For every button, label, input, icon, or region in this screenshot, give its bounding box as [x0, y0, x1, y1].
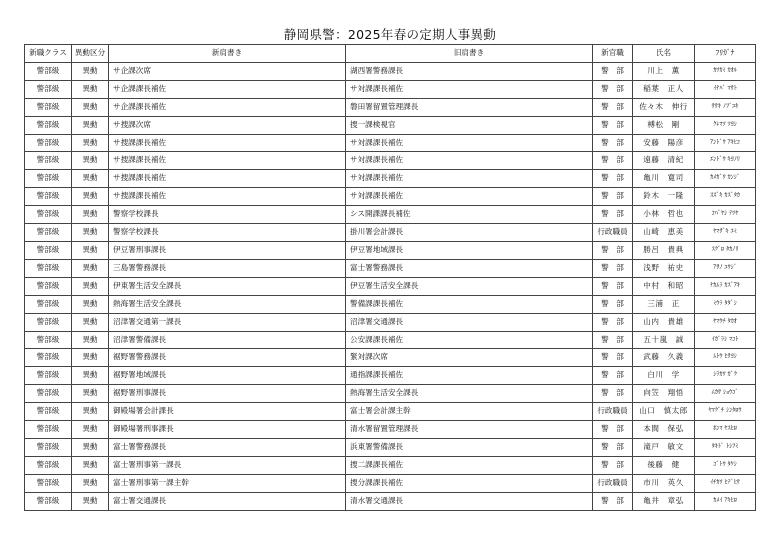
- table-row: [25, 492, 756, 510]
- old-title-cell: シス開課課長補佐: [346, 206, 593, 224]
- table-row: [25, 313, 756, 331]
- table-row: [25, 277, 756, 295]
- transfer-type-cell: 異動: [72, 152, 109, 170]
- rank-cell: 警部級: [25, 367, 72, 385]
- old-title-cell: 掛川署会計課長: [346, 224, 593, 242]
- name-cell: 亀井 章弘: [633, 492, 695, 510]
- furigana-cell: ﾔﾏｸﾞﾁ ｼﾝﾀﾛｳ: [695, 403, 756, 421]
- rank-cell: 警部級: [25, 259, 72, 277]
- furigana-cell: ｶﾜｶﾐ ｶｵﾙ: [695, 62, 756, 80]
- rank-cell: 警部級: [25, 206, 72, 224]
- furigana-cell: ｲｶﾞﾗｼ ﾏｺﾄ: [695, 331, 756, 349]
- old-title-cell: 熱海署生活安全課長: [346, 385, 593, 403]
- table-row: [25, 474, 756, 492]
- new-rank-cell: 警 部: [593, 241, 633, 259]
- new-title-cell: サ捜課課長補佐: [109, 134, 346, 152]
- furigana-cell: ﾑｶｻ ｼｮｳｺﾞ: [695, 385, 756, 403]
- name-cell: 武藤 久義: [633, 349, 695, 367]
- old-title-cell: 伊豆署生活安全課長: [346, 277, 593, 295]
- table-row: [25, 152, 756, 170]
- table-row: [25, 241, 756, 259]
- furigana-cell: ｶﾒｲ ｱｷﾋﾛ: [695, 492, 756, 510]
- new-title-cell: サ捜課次席: [109, 116, 346, 134]
- page-title: 静岡県警：2025年春の定期人事異動: [283, 27, 497, 42]
- transfer-type-cell: 異動: [72, 385, 109, 403]
- transfer-type-cell: 異動: [72, 331, 109, 349]
- new-rank-cell: 行政職員: [593, 474, 633, 492]
- new-rank-cell: 警 部: [593, 367, 633, 385]
- new-rank-cell: 行政職員: [593, 403, 633, 421]
- name-cell: 白川 学: [633, 367, 695, 385]
- table-row: [25, 80, 756, 98]
- table-row: [25, 456, 756, 474]
- rank-cell: 警部級: [25, 62, 72, 80]
- rank-cell: 警部級: [25, 134, 72, 152]
- new-title-cell: 富士署刑事第一課主幹: [109, 474, 346, 492]
- old-title-cell: 捜一課検視官: [346, 116, 593, 134]
- transfer-type-cell: 異動: [72, 474, 109, 492]
- rank-cell: 警部級: [25, 170, 72, 188]
- old-title-cell: サ対課課長補佐: [346, 188, 593, 206]
- table-row: [25, 385, 756, 403]
- transfer-type-cell: 異動: [72, 295, 109, 313]
- furigana-cell: ｺﾊﾞﾔｼ ﾃﾂﾔ: [695, 206, 756, 224]
- new-rank-cell: 警 部: [593, 331, 633, 349]
- table-row: [25, 134, 756, 152]
- furigana-cell: ｽｸﾞﾛ ﾀｶﾉﾘ: [695, 241, 756, 259]
- name-cell: 山口 慎太郎: [633, 403, 695, 421]
- personnel-table: [24, 44, 756, 511]
- rank-cell: 警部級: [25, 403, 72, 421]
- transfer-type-cell: 異動: [72, 170, 109, 188]
- new-title-cell: 裾野署刑事課長: [109, 385, 346, 403]
- name-cell: 滝戸 敏文: [633, 438, 695, 456]
- name-cell: 遠藤 清紀: [633, 152, 695, 170]
- furigana-cell: ﾎﾝﾏ ﾔｽﾋﾛ: [695, 421, 756, 439]
- rank-cell: 警部級: [25, 492, 72, 510]
- table-row: [25, 98, 756, 116]
- furigana-cell: ｱｻﾉ ﾕｳｼﾞ: [695, 259, 756, 277]
- transfer-type-cell: 異動: [72, 224, 109, 242]
- rank-cell: 警部級: [25, 331, 72, 349]
- transfer-type-cell: 異動: [72, 403, 109, 421]
- table-row: [25, 206, 756, 224]
- name-cell: 榑松 剛: [633, 116, 695, 134]
- column-header: 新職クラス: [25, 45, 72, 63]
- old-title-cell: サ対課課長補佐: [346, 152, 593, 170]
- name-cell: 向笠 翔悟: [633, 385, 695, 403]
- table-row: [25, 349, 756, 367]
- old-title-cell: 通指課課長補佐: [346, 367, 593, 385]
- new-title-cell: 伊東署生活安全課長: [109, 277, 346, 295]
- furigana-cell: ｶﾒｶﾞﾜ ｶﾝｼﾞ: [695, 170, 756, 188]
- new-title-cell: サ捜課課長補佐: [109, 170, 346, 188]
- table-row: [25, 331, 756, 349]
- column-header: 氏名: [633, 45, 695, 63]
- transfer-type-cell: 異動: [72, 62, 109, 80]
- table-row: [25, 438, 756, 456]
- table-row: [25, 116, 756, 134]
- new-rank-cell: 警 部: [593, 98, 633, 116]
- table-row: [25, 295, 756, 313]
- name-cell: 市川 英久: [633, 474, 695, 492]
- rank-cell: 警部級: [25, 241, 72, 259]
- name-cell: 小林 哲也: [633, 206, 695, 224]
- furigana-cell: ｼﾗｶﾜ ｶﾞｸ: [695, 367, 756, 385]
- new-rank-cell: 警 部: [593, 188, 633, 206]
- table-header-row: [25, 45, 756, 63]
- furigana-cell: ｺﾞﾄｳ ﾀｹｼ: [695, 456, 756, 474]
- table-row: [25, 367, 756, 385]
- furigana-cell: ｲﾅﾊﾞ ﾏｻﾄ: [695, 80, 756, 98]
- old-title-cell: 浜東署警備課長: [346, 438, 593, 456]
- rank-cell: 警部級: [25, 349, 72, 367]
- new-rank-cell: 警 部: [593, 277, 633, 295]
- furigana-cell: ｻｻｷ ﾉﾌﾞﾕｷ: [695, 98, 756, 116]
- new-rank-cell: 警 部: [593, 295, 633, 313]
- new-title-cell: サ企課次席: [109, 62, 346, 80]
- new-rank-cell: 警 部: [593, 80, 633, 98]
- new-title-cell: 裾野署警務課長: [109, 349, 346, 367]
- name-cell: 亀川 寛司: [633, 170, 695, 188]
- old-title-cell: 清水署交通課長: [346, 492, 593, 510]
- column-header: 異動区分: [72, 45, 109, 63]
- new-rank-cell: 警 部: [593, 170, 633, 188]
- old-title-cell: 伊豆署地域課長: [346, 241, 593, 259]
- new-title-cell: サ捜課課長補佐: [109, 152, 346, 170]
- new-title-cell: 三島署警務課長: [109, 259, 346, 277]
- table-row: [25, 170, 756, 188]
- new-rank-cell: 警 部: [593, 438, 633, 456]
- name-cell: 鈴木 一隆: [633, 188, 695, 206]
- name-cell: 山内 貴雄: [633, 313, 695, 331]
- transfer-type-cell: 異動: [72, 367, 109, 385]
- rank-cell: 警部級: [25, 188, 72, 206]
- rank-cell: 警部級: [25, 152, 72, 170]
- transfer-type-cell: 異動: [72, 349, 109, 367]
- old-title-cell: 緊対課次席: [346, 349, 593, 367]
- name-cell: 後藤 健: [633, 456, 695, 474]
- old-title-cell: 清水署留置管理課長: [346, 421, 593, 439]
- new-title-cell: 熱海署生活安全課長: [109, 295, 346, 313]
- transfer-type-cell: 異動: [72, 313, 109, 331]
- transfer-type-cell: 異動: [72, 456, 109, 474]
- table-row: [25, 62, 756, 80]
- new-title-cell: 御殿場署会計課長: [109, 403, 346, 421]
- column-header: 新官職: [593, 45, 633, 63]
- old-title-cell: 沼津署交通課長: [346, 313, 593, 331]
- old-title-cell: 公安課課長補佐: [346, 331, 593, 349]
- old-title-cell: 警備課課長補佐: [346, 295, 593, 313]
- name-cell: 三浦 正: [633, 295, 695, 313]
- transfer-type-cell: 異動: [72, 277, 109, 295]
- new-title-cell: 富士署警務課長: [109, 438, 346, 456]
- new-title-cell: 富士署刑事第一課長: [109, 456, 346, 474]
- table-row: [25, 259, 756, 277]
- name-cell: 川上 薫: [633, 62, 695, 80]
- rank-cell: 警部級: [25, 80, 72, 98]
- old-title-cell: 捜二課課長補佐: [346, 456, 593, 474]
- old-title-cell: サ対課課長補佐: [346, 80, 593, 98]
- new-title-cell: 富士署交通課長: [109, 492, 346, 510]
- transfer-type-cell: 異動: [72, 206, 109, 224]
- furigana-cell: ﾅｶﾑﾗ ｶｽﾞｱｷ: [695, 277, 756, 295]
- column-header: 旧肩書き: [346, 45, 593, 63]
- new-title-cell: 警察学校課長: [109, 206, 346, 224]
- furigana-cell: ｸﾚﾏﾂ ﾂﾖｼ: [695, 116, 756, 134]
- new-rank-cell: 警 部: [593, 62, 633, 80]
- table-row: [25, 421, 756, 439]
- rank-cell: 警部級: [25, 385, 72, 403]
- transfer-type-cell: 異動: [72, 492, 109, 510]
- transfer-type-cell: 異動: [72, 421, 109, 439]
- table-row: [25, 188, 756, 206]
- new-title-cell: 沼津署交通第一課長: [109, 313, 346, 331]
- old-title-cell: サ対課課長補佐: [346, 134, 593, 152]
- rank-cell: 警部級: [25, 474, 72, 492]
- new-rank-cell: 警 部: [593, 456, 633, 474]
- rank-cell: 警部級: [25, 438, 72, 456]
- transfer-type-cell: 異動: [72, 188, 109, 206]
- furigana-cell: ﾔﾏｻﾞｷ ｴﾐ: [695, 224, 756, 242]
- old-title-cell: サ対課課長補佐: [346, 170, 593, 188]
- transfer-type-cell: 異動: [72, 116, 109, 134]
- furigana-cell: ﾐｳﾗ ﾀﾀﾞｼ: [695, 295, 756, 313]
- name-cell: 浅野 祐史: [633, 259, 695, 277]
- transfer-type-cell: 異動: [72, 241, 109, 259]
- new-rank-cell: 警 部: [593, 349, 633, 367]
- new-title-cell: 御殿場署刑事課長: [109, 421, 346, 439]
- old-title-cell: 湖西署警務課長: [346, 62, 593, 80]
- old-title-cell: 磐田署留置管理課長: [346, 98, 593, 116]
- rank-cell: 警部級: [25, 116, 72, 134]
- furigana-cell: ﾀｷﾄﾞ ﾄｼﾌﾐ: [695, 438, 756, 456]
- rank-cell: 警部級: [25, 421, 72, 439]
- rank-cell: 警部級: [25, 277, 72, 295]
- furigana-cell: ﾑﾄｳ ﾋｻﾖｼ: [695, 349, 756, 367]
- rank-cell: 警部級: [25, 295, 72, 313]
- furigana-cell: ｽｽﾞｷ ｶｽﾞﾀｶ: [695, 188, 756, 206]
- new-title-cell: 警察学校課長: [109, 224, 346, 242]
- column-header: ﾌﾘｶﾞﾅ: [695, 45, 756, 63]
- new-rank-cell: 警 部: [593, 492, 633, 510]
- name-cell: 本間 保弘: [633, 421, 695, 439]
- rank-cell: 警部級: [25, 456, 72, 474]
- new-rank-cell: 警 部: [593, 385, 633, 403]
- name-cell: 山崎 恵美: [633, 224, 695, 242]
- rank-cell: 警部級: [25, 98, 72, 116]
- name-cell: 佐々木 伸行: [633, 98, 695, 116]
- name-cell: 五十嵐 誠: [633, 331, 695, 349]
- new-rank-cell: 警 部: [593, 313, 633, 331]
- old-title-cell: 富士署警務課長: [346, 259, 593, 277]
- table-row: [25, 224, 756, 242]
- name-cell: 勝呂 貴典: [633, 241, 695, 259]
- rank-cell: 警部級: [25, 313, 72, 331]
- new-title-cell: 伊豆署刑事課長: [109, 241, 346, 259]
- new-rank-cell: 警 部: [593, 206, 633, 224]
- name-cell: 中村 和昭: [633, 277, 695, 295]
- new-rank-cell: 警 部: [593, 116, 633, 134]
- new-rank-cell: 行政職員: [593, 224, 633, 242]
- new-rank-cell: 警 部: [593, 259, 633, 277]
- new-rank-cell: 警 部: [593, 152, 633, 170]
- furigana-cell: ｱﾝﾄﾞｳ ｱｷﾋｺ: [695, 134, 756, 152]
- new-title-cell: サ企課課長補佐: [109, 80, 346, 98]
- transfer-type-cell: 異動: [72, 98, 109, 116]
- new-title-cell: サ企課課長補佐: [109, 98, 346, 116]
- furigana-cell: ｴﾝﾄﾞｳ ｷﾖﾉﾘ: [695, 152, 756, 170]
- transfer-type-cell: 異動: [72, 80, 109, 98]
- table-row: [25, 403, 756, 421]
- new-title-cell: サ捜課課長補佐: [109, 188, 346, 206]
- new-rank-cell: 警 部: [593, 134, 633, 152]
- old-title-cell: 富士署会計課主幹: [346, 403, 593, 421]
- new-title-cell: 裾野署地域課長: [109, 367, 346, 385]
- transfer-type-cell: 異動: [72, 134, 109, 152]
- transfer-type-cell: 異動: [72, 438, 109, 456]
- furigana-cell: ﾔﾏｳﾁ ﾀｶｵ: [695, 313, 756, 331]
- transfer-type-cell: 異動: [72, 259, 109, 277]
- old-title-cell: 捜分課課長補佐: [346, 474, 593, 492]
- furigana-cell: ｲﾁｶﾜ ﾋﾃﾞﾋｻ: [695, 474, 756, 492]
- new-title-cell: 沼津署警備課長: [109, 331, 346, 349]
- name-cell: 稲葉 正人: [633, 80, 695, 98]
- column-header: 新肩書き: [109, 45, 346, 63]
- new-rank-cell: 警 部: [593, 421, 633, 439]
- rank-cell: 警部級: [25, 224, 72, 242]
- name-cell: 安藤 陽彦: [633, 134, 695, 152]
